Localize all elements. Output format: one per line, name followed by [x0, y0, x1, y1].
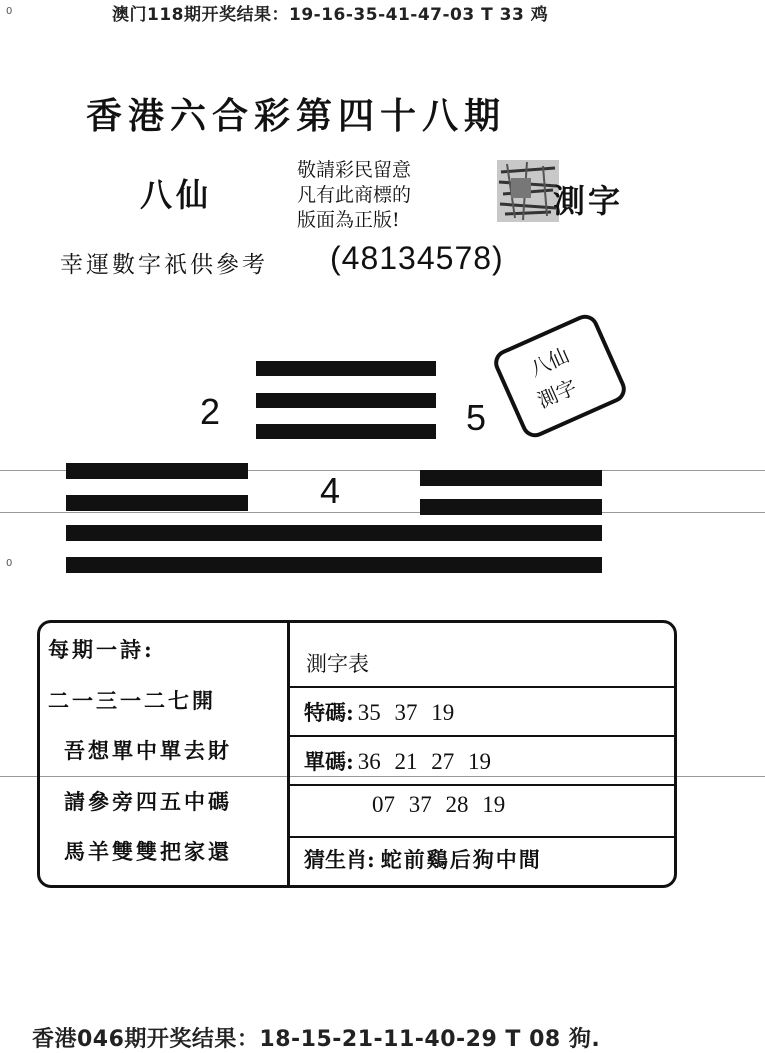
table-row — [304, 844, 542, 874]
stamp-line: 八仙 — [526, 342, 573, 382]
trigram-line — [256, 361, 436, 376]
authenticity-notice — [297, 158, 411, 233]
trigram-line — [66, 525, 602, 541]
row-label: 特碼: — [304, 700, 354, 725]
poem-line: 吾想單中單去財 — [64, 738, 232, 763]
table-rule — [289, 784, 677, 786]
trigram-line — [256, 424, 436, 439]
box-divider — [287, 622, 290, 888]
table-row — [304, 697, 454, 727]
row-label: 猜生肖: — [304, 847, 375, 872]
trigram-line-broken — [420, 470, 602, 486]
trigram-number-left: 2 — [200, 391, 221, 432]
table-row — [368, 792, 505, 818]
row-value: 35 37 19 — [357, 700, 455, 725]
scan-mark: 0 — [6, 558, 13, 569]
trigram-number-right: 5 — [466, 397, 487, 438]
row-value: 36 21 27 19 — [357, 749, 492, 774]
lucky-label: 幸運數字祇供參考 — [60, 252, 268, 278]
poem-line: 請參旁四五中碼 — [64, 789, 232, 814]
page-title: 香港六合彩第四十八期 — [86, 95, 507, 137]
poem-line: 馬羊雙雙把家還 — [64, 839, 232, 864]
table-rule — [289, 735, 677, 737]
brand-name: 八仙 — [140, 176, 213, 214]
bagua-stamp — [490, 310, 631, 441]
trigram-line-broken — [66, 463, 248, 479]
trigram-line-broken — [420, 499, 602, 515]
stamp-line: 測字 — [533, 374, 581, 413]
notice-line: 敬請彩民留意 — [297, 159, 412, 181]
row-label: 單碼: — [304, 749, 354, 774]
lucky-number: (48134578) — [330, 240, 504, 276]
scan-line — [0, 512, 765, 513]
poem-line: 二一三一二七開 — [48, 688, 216, 713]
trigram-line-broken — [66, 495, 248, 511]
notice-line: 版面為正版! — [297, 209, 400, 231]
table-row — [304, 746, 491, 776]
trigram-line — [66, 557, 602, 573]
row-value: 蛇前鷄后狗中間 — [380, 847, 542, 872]
scan-mark: 0 — [6, 6, 13, 17]
trigram-number-center: 4 — [320, 470, 341, 511]
row-value: 07 37 28 19 — [372, 792, 506, 817]
poem-heading: 每期一詩: — [48, 637, 155, 662]
table-rule — [289, 836, 677, 838]
notice-line: 凡有此商標的 — [297, 184, 412, 206]
table-header: 測字表 — [306, 652, 369, 676]
trigram-line — [256, 393, 436, 408]
brand-suffix: 測字 — [553, 182, 624, 220]
bottom-result-banner: 香港046期开奖结果：18-15-21-11-40-29 T 08 狗. — [32, 1027, 601, 1052]
table-rule — [289, 686, 677, 688]
top-result-banner: 澳门118期开奖结果：19-16-35-41-47-03 T 33 鸡 — [112, 5, 549, 25]
brand-logo-image — [497, 160, 559, 222]
